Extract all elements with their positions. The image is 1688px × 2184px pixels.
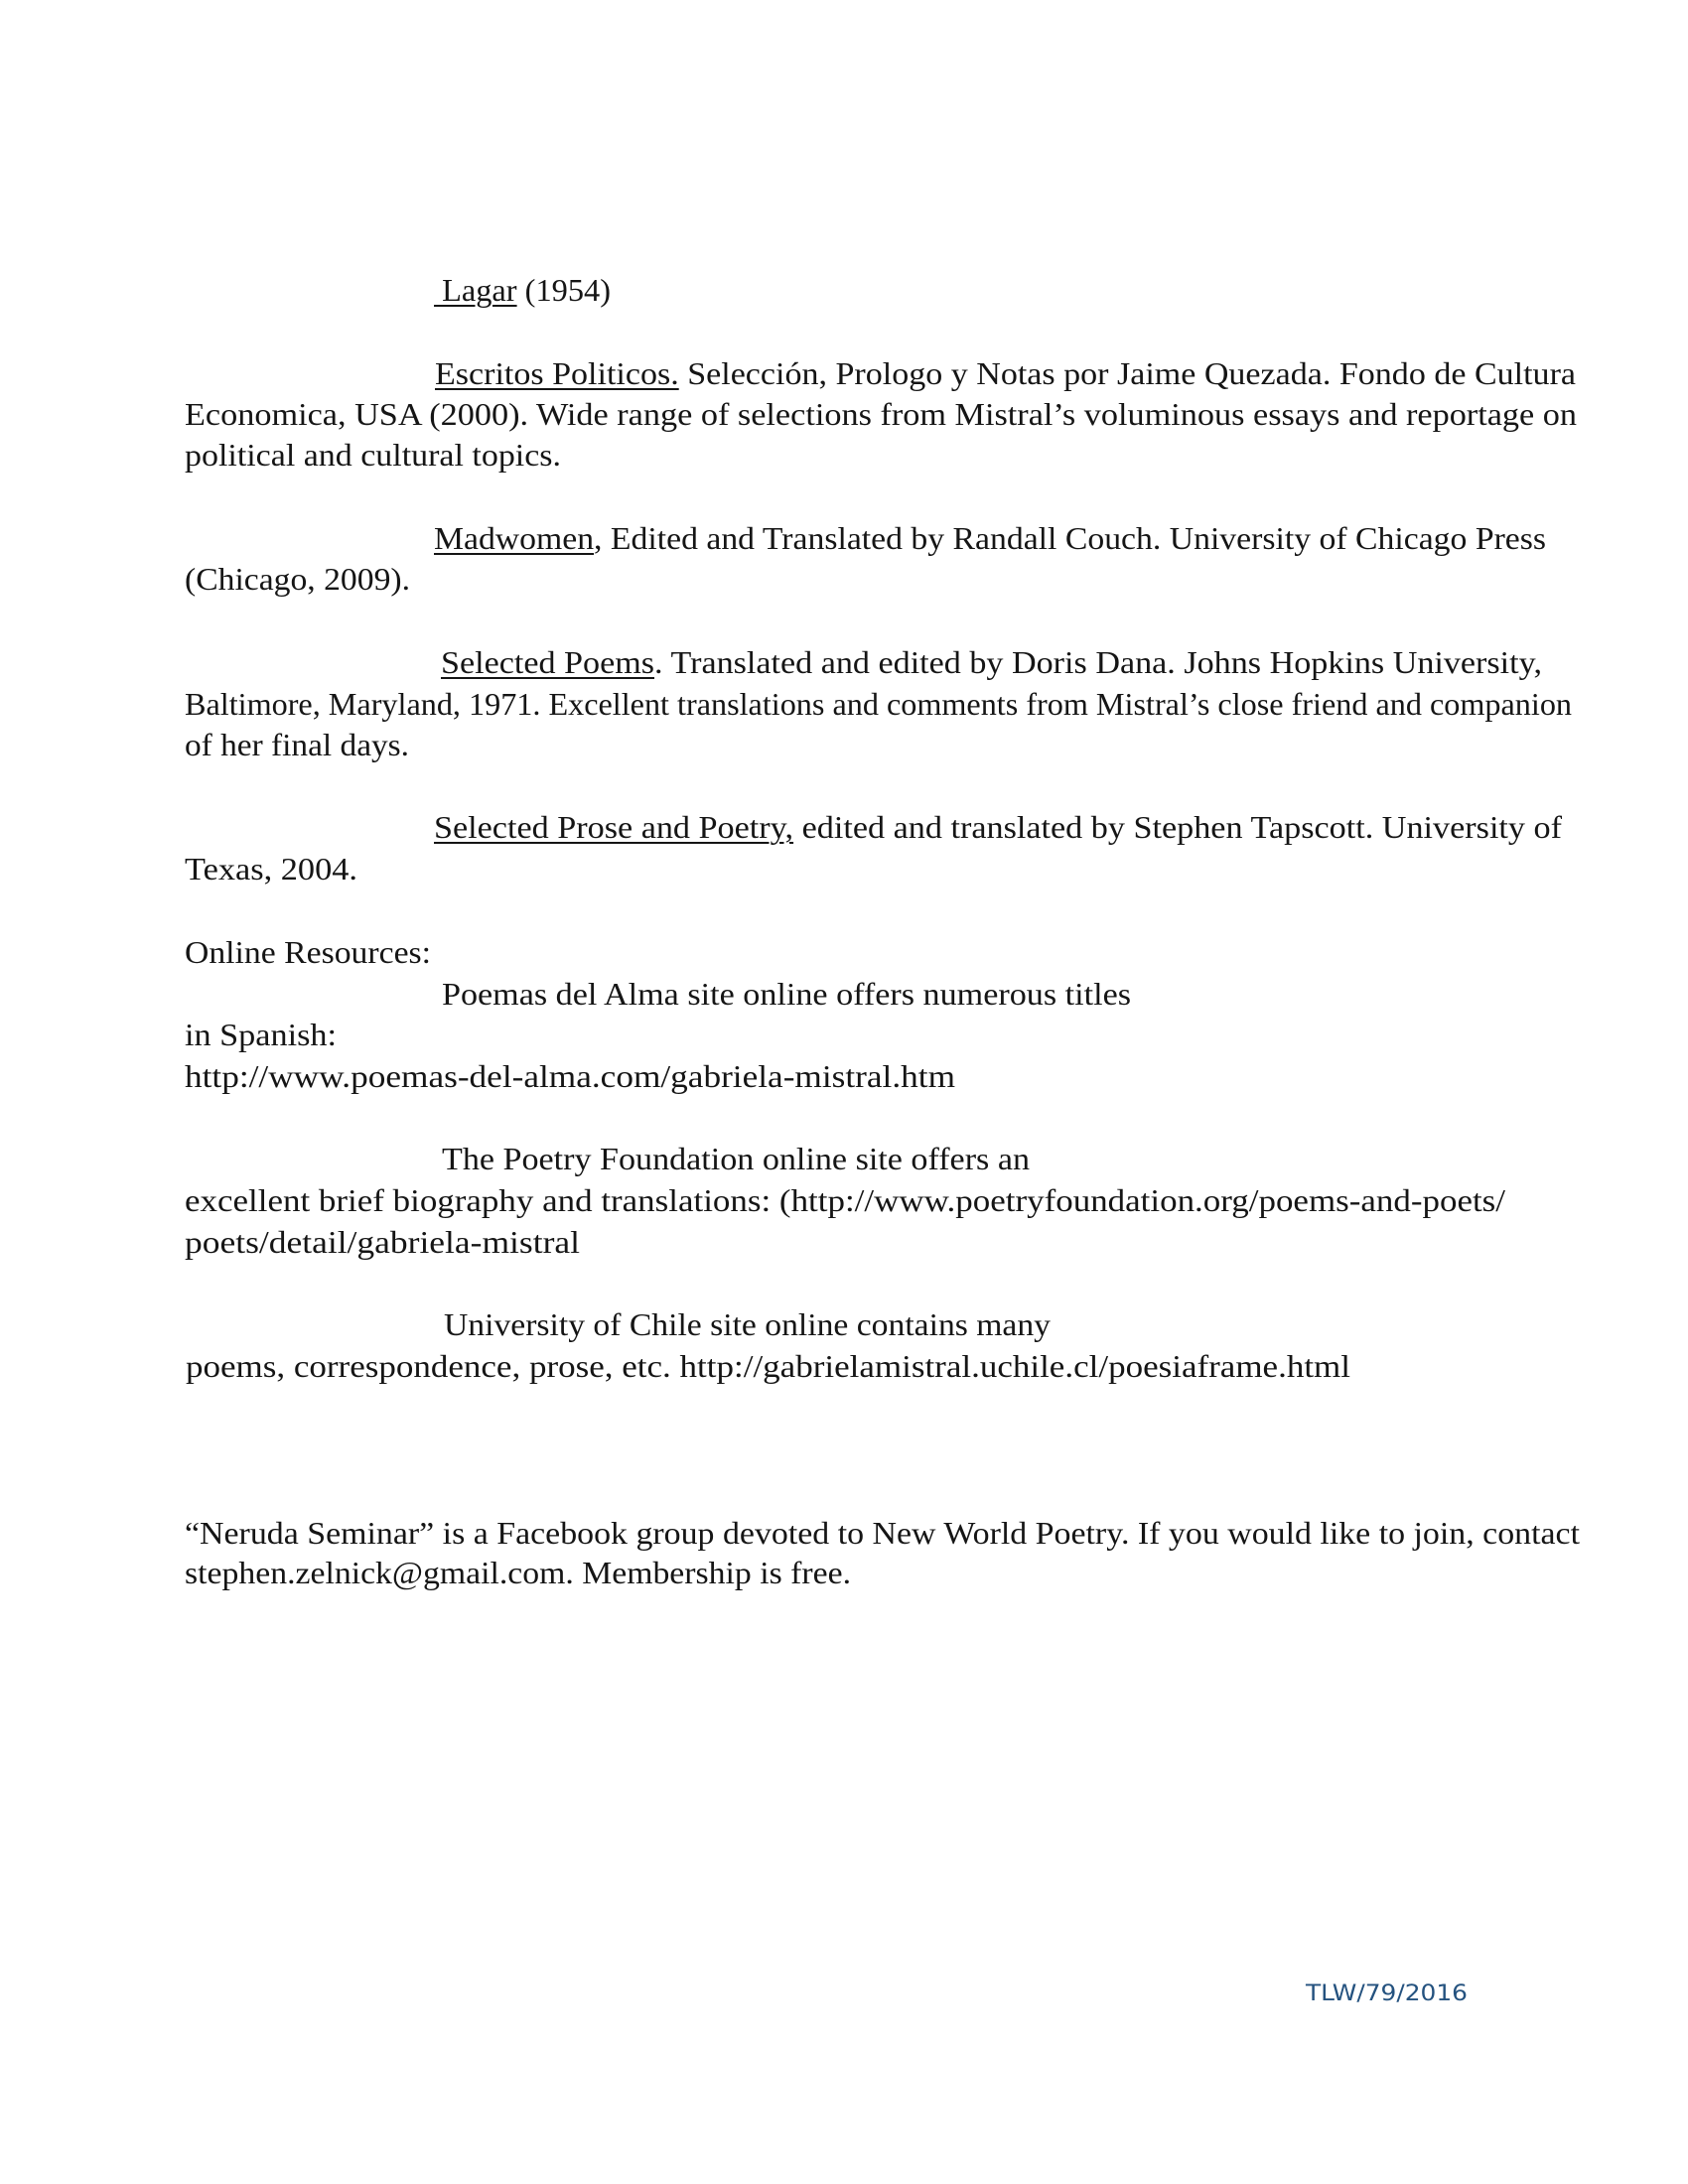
bib-title-lagar: Lagar [434, 272, 517, 308]
online-resources-heading: Online Resources: [185, 934, 431, 970]
bib-entry-escritos-politicos [435, 357, 1576, 389]
neruda-seminar-contact: stephen.zelnick@gmail.com. Membership is free. [185, 1555, 851, 1590]
bib-title-selected-poems: Selected Poems [441, 644, 655, 680]
bib-entry-selected-poems [441, 646, 1542, 678]
document-id-footer: TLW/79/2016 [1306, 1981, 1468, 2006]
bib-continuation-line: Baltimore, Maryland, 1971. Excellent translations and comments from Mistral’s close friend and companion [185, 686, 1573, 722]
bib-title-selected-prose-and-poetry: Selected Prose and Poetry, [434, 809, 794, 845]
bib-details-selected-poems: . Translated and edited by Doris Dana. Johns Hopkins University, [654, 644, 1542, 680]
resource-url-poetry-foundation-cont: poets/detail/gabriela-mistral [185, 1224, 580, 1260]
bib-entry-selected-prose-and-poetry [434, 811, 1562, 843]
resource-continuation-line: in Spanish: [185, 1017, 337, 1052]
bib-continuation-line: political and cultural topics. [185, 437, 561, 473]
resource-url-poetry-foundation: excellent brief biography and translations: (http://www.poetryfoundation.org/poems-and-poets/ [185, 1182, 1505, 1218]
bib-entry-lagar [434, 274, 611, 306]
bib-details-selected-prose-and-poetry: edited and translated by Stephen Tapscott. University of [793, 809, 1562, 845]
bib-continuation-line: Texas, 2004. [185, 851, 357, 887]
bib-continuation-line: (Chicago, 2009). [185, 561, 410, 597]
bib-entry-madwomen [434, 522, 1546, 554]
resource-url-poemas-del-alma: http://www.poemas-del-alma.com/gabriela-mistral.htm [185, 1058, 955, 1094]
resource-poetry-foundation: The Poetry Foundation online site offers an [442, 1141, 1030, 1176]
resource-university-of-chile: University of Chile site online contains many [444, 1306, 1051, 1342]
bib-details-lagar: (1954) [516, 272, 611, 308]
bib-title-madwomen: Madwomen [434, 520, 595, 556]
resource-url-university-of-chile: poems, correspondence, prose, etc. http://gabrielamistral.uchile.cl/poesiaframe.html [186, 1348, 1350, 1384]
neruda-seminar-note: “Neruda Seminar” is a Facebook group devoted to New World Poetry. If you would like to join, contact [185, 1515, 1580, 1551]
bib-title-escritos-politicos: Escritos Politicos. [435, 355, 679, 391]
bib-details-madwomen: , Edited and Translated by Randall Couch. University of Chicago Press [594, 520, 1546, 556]
bib-details-escritos-politicos: Selección, Prologo y Notas por Jaime Quezada. Fondo de Cultura [678, 355, 1576, 391]
bib-continuation-line: of her final days. [185, 727, 409, 762]
resource-poemas-del-alma: Poemas del Alma site online offers numerous titles [442, 976, 1131, 1012]
bib-continuation-line: Economica, USA (2000). Wide range of selections from Mistral’s voluminous essays and reportage on [185, 396, 1578, 432]
